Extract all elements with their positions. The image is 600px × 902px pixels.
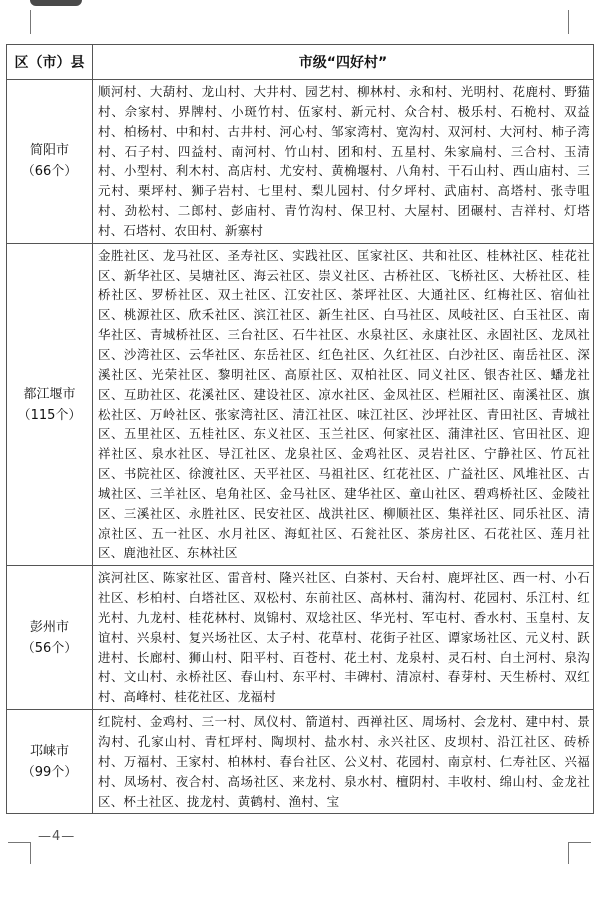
table-row-dujiangyan <box>7 243 594 566</box>
district-count: （66个） <box>21 164 78 180</box>
district-count: （56个） <box>21 640 78 656</box>
crop-mark-top-left-v <box>30 10 31 34</box>
table-header-row <box>7 45 594 80</box>
district-name: 彭州市 <box>29 619 69 635</box>
district-name: 都江堰市 <box>23 386 76 402</box>
district-name: 邛崃市 <box>29 743 69 759</box>
district-cell <box>7 243 93 566</box>
crop-mark-bottom-right-v <box>568 842 569 864</box>
district-cell <box>7 710 93 814</box>
table-row-pengzhou <box>7 566 594 710</box>
crop-mark-top-right-v <box>568 10 569 34</box>
district-cell <box>7 80 93 244</box>
district-name: 简阳市 <box>29 143 69 159</box>
district-count: （115个） <box>17 407 82 423</box>
table-row-jianyang <box>7 80 594 244</box>
page-number: —4— <box>38 829 76 844</box>
header-district: 区（市）县 <box>7 45 93 80</box>
village-list: 金胜社区、龙马社区、圣寿社区、实践社区、匡家社区、共和社区、桂林社区、桂花社区、新华社区、吴塘社区、海云社区、崇义社区、古桥社区、飞桥社区、大桥社区、桂桥社区、罗桥社区、双土社区、江安社区、茶坪社区、大通社区、红梅社区、宿仙社区、桃源社区、欣禾社区、滨江社区、新生社区、白马社区、凤岐社区、白玉社区、南华社区、青城桥社区、三台社区、石牛社区、水泉社区、永康社区、永固社区、龙凤社区、沙湾社区、云华社区、东岳社区、红色社区、久红社区、白沙社区、南岳社区、深溪社区、光荣社区、黎明社区、高原社区、双柏社区、同义社区、银杏社区、蟠龙社区、互助社区、花溪社区、建设社区、凉水社区、金凤社区、栏厢社区、南溪社区、旗松社区、万岭社区、张家湾社区、清江社区、味江社区、沙坪社区、青田社区、青城社区、五里社区、五桂社区、东义社区、玉兰社区、何家社区、蒲津社区、官田社区、迎祥社区、泉水社区、导江社区、龙泉社区、金鸡社区、灵岩社区、宁静社区、竹瓦社区、书院社区、徐渡社区、天平社区、马祖社区、红花社区、广益社区、风堆社区、古城社区、三羊社区、皂角社区、金马社区、建华社区、童山社区、碧鸡桥社区、金陵社区、三溪社区、永胜社区、民安社区、战洪社区、柳顺社区、集祥社区、同乐社区、清凉社区、五一社区、水月社区、海虹社区、石瓮社区、茶房社区、石花社区、莲月社区、鹿池社区、东林社区 <box>93 243 594 566</box>
district-cell <box>7 566 93 710</box>
village-list: 顺河村、大葫村、龙山村、大井村、园艺村、柳林村、永和村、光明村、花鹿村、野猫村、佘家村、界牌村、小斑竹村、伍家村、新元村、众合村、极乐村、石桅村、双益村、柏杨村、中和村、古井村、河心村、邹家湾村、宽沟村、双河村、大河村、柿子湾村、石子村、四益村、南河村、竹山村、团和村、五星村、朱家扁村、三合村、玉清村、小型村、利木村、高店村、尤安村、黄桷堰村、八角村、干石山村、西山庙村、三元村、栗坪村、狮子岩村、七里村、梨儿园村、付夕坪村、武庙村、高塔村、张寺咀村、劲松村、二郎村、彭庙村、青竹沟村、保卫村、大屋村、团碾村、吉祥村、灯塔村、石塔村、农田村、新寨村 <box>93 80 594 244</box>
village-list: 滨河社区、陈家社区、雷音村、隆兴社区、白茶村、天台村、鹿坪社区、西一村、小石社区、杉柏村、白塔社区、双松村、东前社区、高林村、蒲沟村、花园村、乐江村、红光村、九龙村、桂花林村、岚锦村、双埝社区、华光村、军屯村、香水村、玉皇村、友谊村、兴泉村、复兴场社区、太子村、花草村、花街子社区、谭家场社区、元义村、跃进村、长廊村、狮山村、阳平村、百苍村、花土村、龙泉村、灵石村、白土河村、泉沟村、文山村、永桥社区、春山村、东平村、丰碑村、清凉村、春芽村、天生桥村、双红村、高峰村、桂花社区、龙福村 <box>93 566 594 710</box>
window-top-tab <box>30 0 82 6</box>
four-good-villages-table <box>6 44 594 814</box>
table-row-qionglai <box>7 710 594 814</box>
header-villages: 市级“四好村” <box>93 45 594 80</box>
crop-mark-bottom-right-h <box>569 842 591 843</box>
crop-mark-bottom-left-v <box>30 842 31 864</box>
district-count: （99个） <box>21 764 78 780</box>
crop-mark-bottom-left-h <box>8 842 30 843</box>
village-list: 红院村、金鸡村、三一村、凤仪村、箭道村、西禅社区、周场村、会龙村、建中村、景沟村、孔家山村、青杠坪村、陶坝村、盐水村、永兴社区、皮坝村、沿江社区、砖桥村、万福村、王家村、柏林村、春台社区、公义村、花园村、南京村、仁寿社区、兴福村、凤场村、夜合村、高场社区、来龙村、泉水村、檀阴村、丰收村、绵山村、金龙社区、杯土社区、拢龙村、黄鹤村、渔村、宝 <box>93 710 594 814</box>
